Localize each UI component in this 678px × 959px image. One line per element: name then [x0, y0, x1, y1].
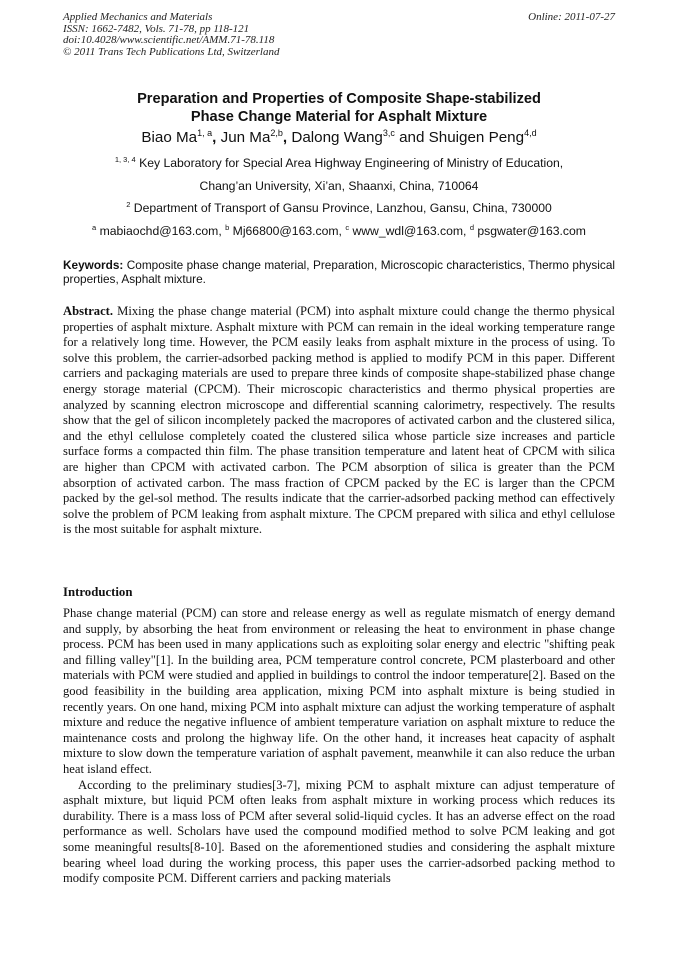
keywords-block: [63, 258, 615, 286]
abstract-block: [63, 304, 615, 538]
online-date: Online: 2011-07-27: [528, 11, 615, 23]
author-affil-mark: 4,d: [524, 128, 537, 138]
abstract-text: Mixing the phase change material (PCM) into asphalt mixture could change the thermo physical properties of asphalt mixture. Asphalt mixture with PCM can remain in the ideal working temperature range for a relatively long time. However, the PCM easily leaks from asphalt mixture in the process of using. To solve this problem, the carrier-adsorbed packing method is applied to modify PCM in this paper. Different carriers and packaging materials are used to prepare three kinds of composite shape-stabilized phase change energy storage material (CPCM). Their microscopic characteristics and thermo physical properties are analyzed by scanning electron microscope and differential scanning calorimetry, respectively. The results show that the gel of silicon incompletely packed the macropores of activated carbon and the clustered silica, and the ethyl cellulose completely coated the clustered silica whose particle size increases and particle surface forms a compacted thin film. The phase transition temperature and latent heat of CPCM with silica are higher than CPCM with activated carbon. The PCM absorption of silica is greater than the PCM absorption of activated carbon. The mass fraction of CPCM packed by the EC is larger than the CPCM packed by the gel-sol method. The results indicate that the carrier-adsorbed packing method can effectively solve the problem of PCM leaking from asphalt mixture. The CPCM prepared with silica and ethyl cellulose is the most suitable for asphalt mixture.: [63, 304, 615, 537]
author-affil-mark: 3,c: [382, 128, 395, 138]
author-list: [63, 129, 615, 147]
author-affil-mark: 2,b: [270, 128, 283, 138]
title-line-1: Preparation and Properties of Composite Shape-stabilized: [137, 91, 541, 107]
intro-paragraph-2: According to the preliminary studies[3-7], mixing PCM to asphalt mixture can adjust temperature of asphalt mixture, but liquid PCM often leaks from asphalt mixture in working process which reduces its durability. There is a mass loss of PCM after several solid-liquid cycles. It has an adverse effect on the road performance as well. Scholars have used the compound modified method to solve PCM leaking and got some meaningful results[8-10]. Based on the aforementioned studies and considering the asphalt mixture bearing wheel load during the working process, this paper uses the carrier-adsorbed packing method to modify composite PCM. Different carriers and packing materials: [63, 777, 615, 886]
author-separator: ,: [282, 129, 292, 146]
email-list: [63, 224, 615, 239]
doi-line[interactable]: doi:10.4028/www.scientific.net/AMM.71-78.118: [63, 34, 275, 46]
email-link[interactable]: www_wdl@163.com,: [352, 224, 470, 238]
email-mark: b: [225, 223, 230, 232]
introduction-body: [63, 606, 615, 887]
affiliation-mark: 2: [126, 200, 131, 209]
author-name: Shuigen Peng: [428, 129, 525, 146]
journal-name: Applied Mechanics and Materials: [63, 11, 213, 23]
affiliation-1-line-2: Chang’an University, Xi’an, Shaanxi, China, 710064: [199, 179, 479, 193]
journal-header: [63, 12, 463, 58]
introduction-heading: Introduction: [63, 585, 133, 599]
keywords-text: Composite phase change material, Preparation, Microscopic characteristics, Thermo physical properties, Asphalt mixture.: [63, 258, 616, 286]
author-separator: ,: [212, 129, 221, 146]
keywords-label: Keywords:: [63, 258, 124, 272]
author-affil-mark: 1, a: [197, 128, 213, 138]
affiliation-text: Key Laboratory for Special Area Highway Engineering of Ministry of Education,: [139, 156, 564, 170]
email-link[interactable]: Mj66800@163.com,: [232, 224, 346, 238]
email-mark: c: [345, 223, 350, 232]
email-link[interactable]: mabiaochd@163.com,: [99, 224, 226, 238]
paper-title: [63, 90, 615, 126]
copyright-line: © 2011 Trans Tech Publications Ltd, Switzerland: [63, 45, 280, 58]
affiliation-mark: 1, 3, 4: [114, 155, 136, 164]
abstract-label: Abstract.: [63, 304, 114, 318]
author-separator: and: [394, 129, 429, 146]
author-name: Biao Ma: [141, 129, 198, 146]
title-line-2: Phase Change Material for Asphalt Mixture: [190, 109, 488, 125]
affiliation-text: Department of Transport of Gansu Province, Lanzhou, Gansu, China, 730000: [133, 201, 552, 215]
issn-line: ISSN: 1662-7482, Vols. 71-78, pp 118-121: [63, 22, 250, 35]
email-mark: a: [92, 223, 97, 232]
affiliation-2: [63, 201, 615, 216]
affiliation-1-line-1: [63, 156, 615, 171]
email-link[interactable]: psgwater@163.com: [477, 224, 586, 238]
author-name: Jun Ma: [220, 129, 271, 146]
author-name: Dalong Wang: [291, 129, 383, 146]
intro-paragraph-1: Phase change material (PCM) can store and release energy as well as regulate mismatch of energy demand and supply, by absorbing the heat from environment or releasing the heat to environment in phase change process. PCM has been used in many applications such as exploiting solar energy and electric "shifting peak and filling valley"[1]. In the building area, PCM temperature control concrete, PCM plasterboard and other materials with PCM were studied and applied in buildings to control the indoor temperature[2]. Based on the good feasibility in the building area application, mixing PCM into asphalt mixture is being studied in recently years. On one hand, mixing PCM into asphalt mixture can adjust the working temperature of asphalt mixture and reduce the negative influence of ambient temperature variation on asphalt mixture to reduce the maintenance costs and prolong the highway life. On the other hand, it increases heat capacity of asphalt mixture to slow down the temperature variation of asphalt pavement, meanwhile it can also reduce the urban heat island effect.: [63, 606, 615, 776]
email-mark: d: [469, 223, 474, 232]
